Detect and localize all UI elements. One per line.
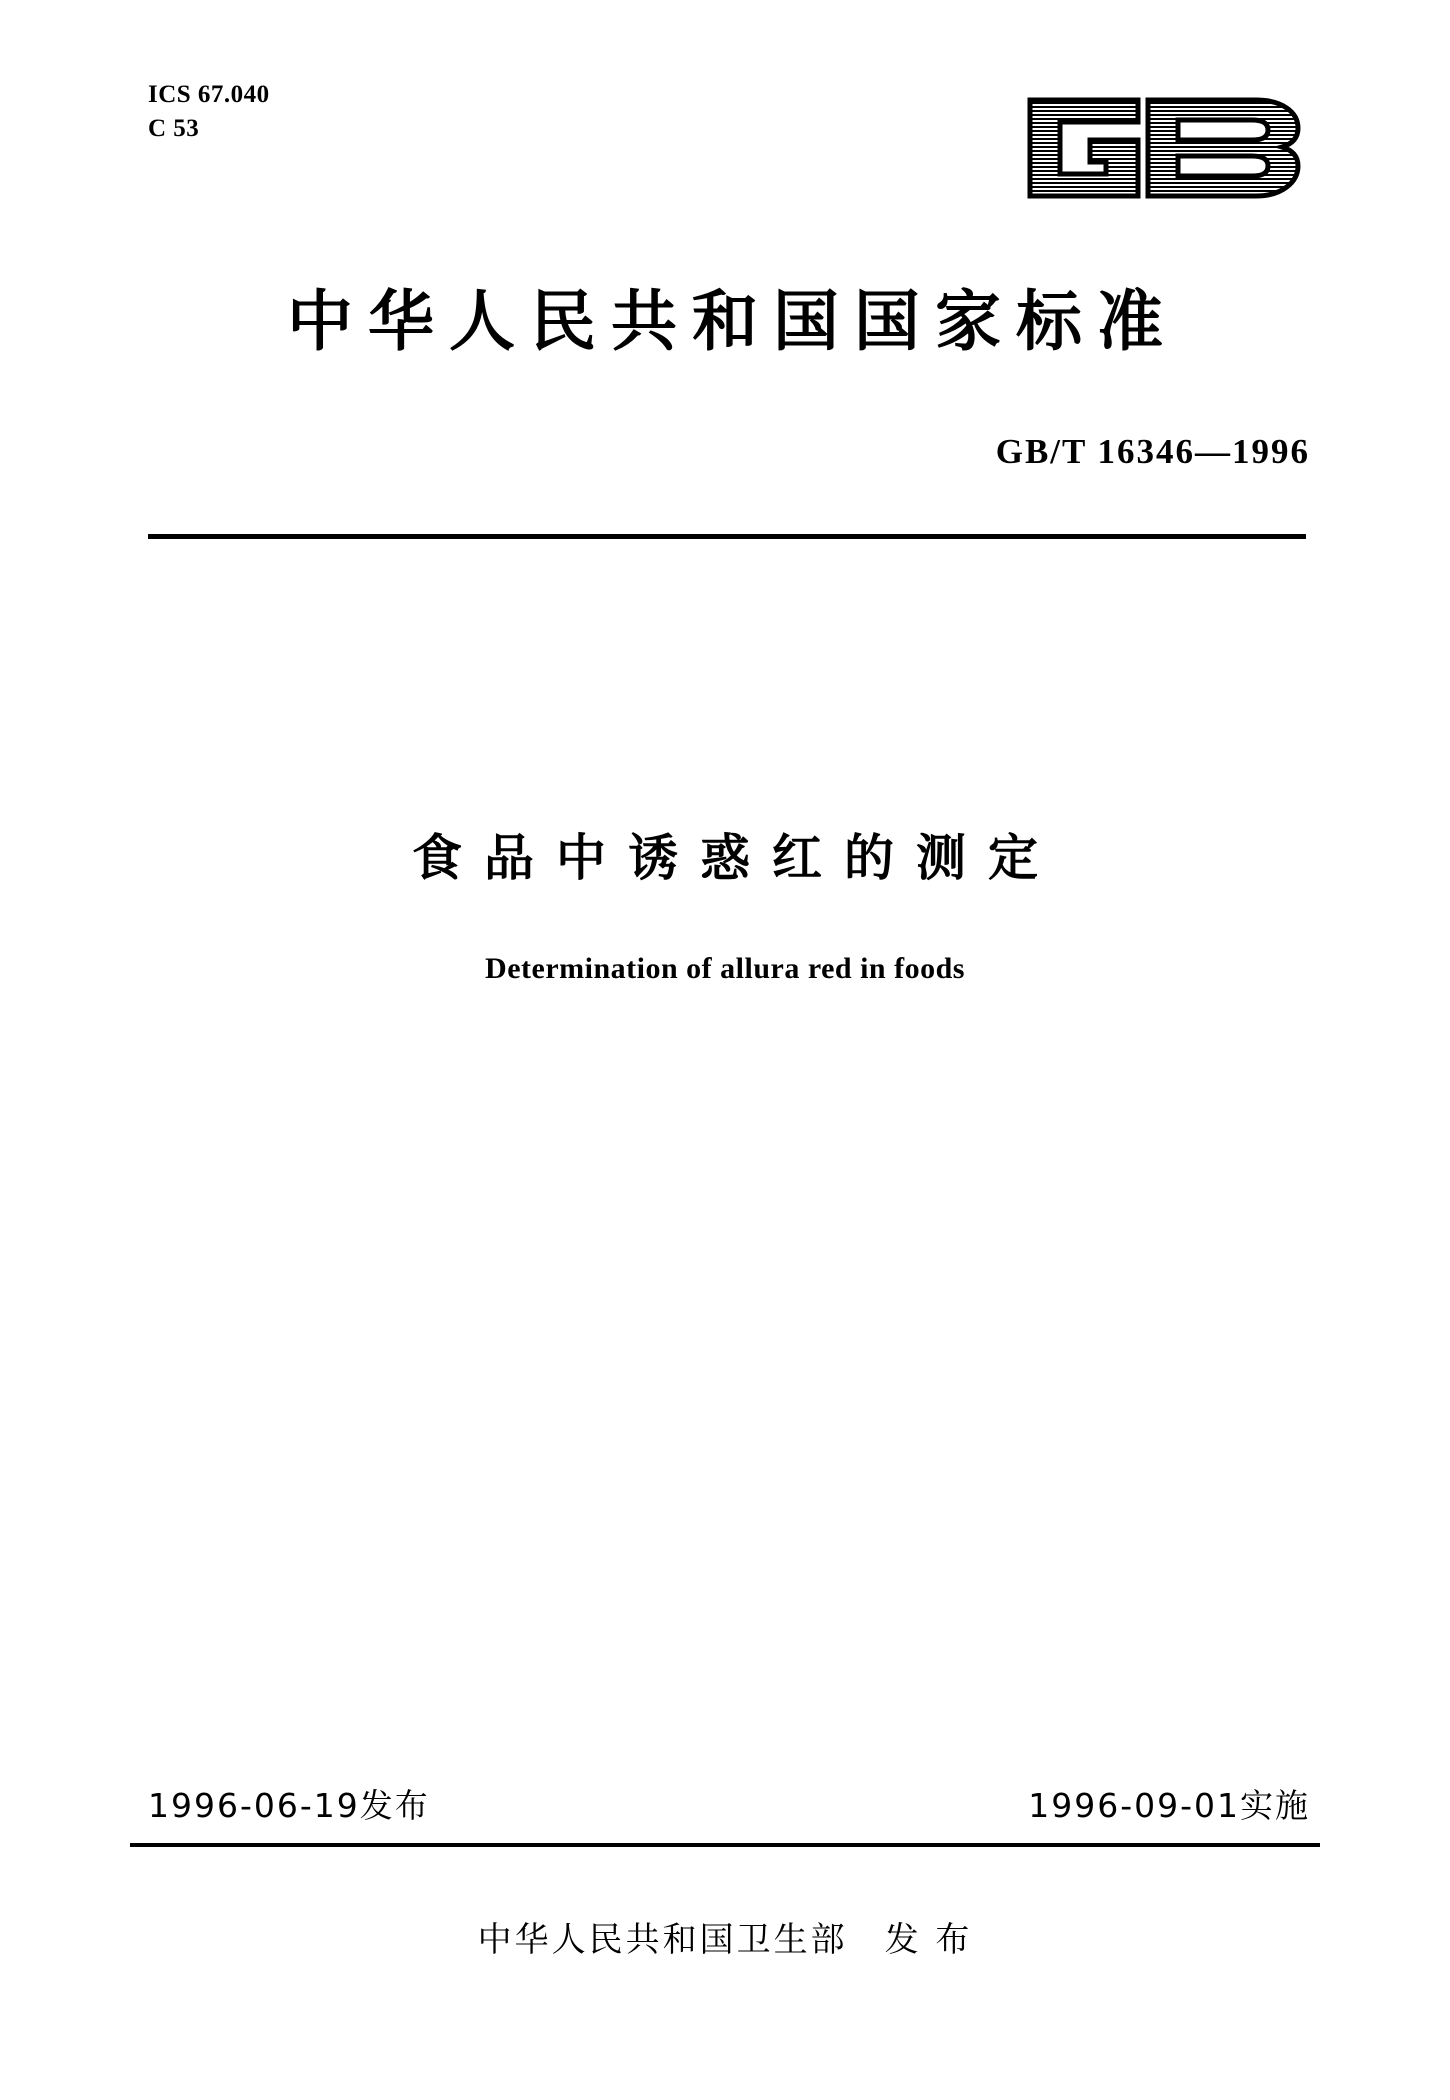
header-divider <box>148 534 1306 539</box>
issue-date: 1996-06-19发布 <box>148 1786 430 1825</box>
national-standard-heading: 中华人民共和国国家标准 <box>287 283 1178 360</box>
publisher-line: 中华人民共和国卫生部 发 布 <box>477 1920 973 1960</box>
gb-emblem-icon <box>1020 78 1310 218</box>
ics-code: ICS 67.040 <box>148 81 270 108</box>
standard-number: GB/T 16346—1996 <box>995 432 1310 471</box>
document-title-chinese: 食品中诱惑红的测定 <box>412 829 1060 887</box>
footer-divider <box>130 1843 1320 1847</box>
document-title-english: Determination of allura red in foods <box>485 952 965 985</box>
implementation-date: 1996-09-01实施 <box>1028 1786 1310 1825</box>
ics-block <box>148 78 270 146</box>
classification-code: C 53 <box>148 114 200 142</box>
